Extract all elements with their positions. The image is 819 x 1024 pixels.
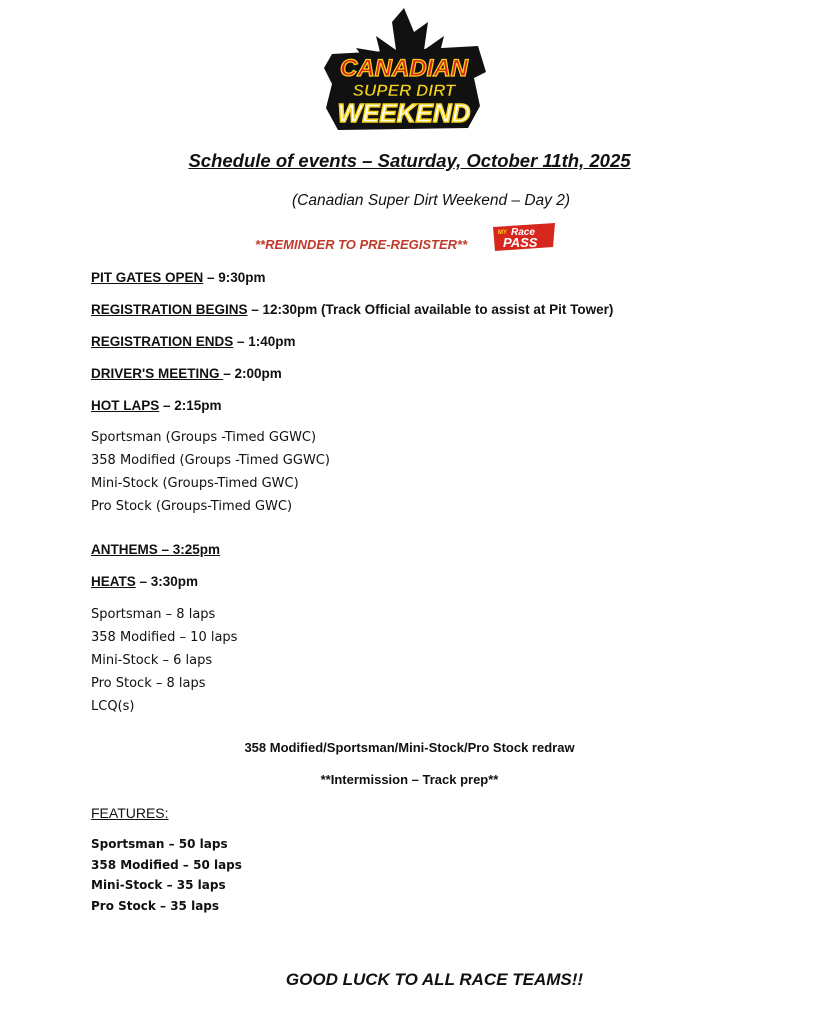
hot-laps-list xyxy=(91,426,330,518)
list-item: Mini-Stock (Groups-Timed GWC) xyxy=(91,476,299,491)
registration-ends: REGISTRATION ENDS – 1:40pm xyxy=(91,334,296,349)
svg-text:PASS: PASS xyxy=(503,235,538,250)
list-item: Mini-Stock – 35 laps xyxy=(91,878,226,892)
canadian-super-dirt-weekend-logo xyxy=(318,6,490,134)
list-item: Pro Stock – 8 laps xyxy=(91,676,206,691)
list-item: LCQ(s) xyxy=(91,699,135,714)
list-item: Sportsman – 50 laps xyxy=(91,837,228,851)
list-item: 358 Modified – 50 laps xyxy=(91,857,242,872)
registration-begins: REGISTRATION BEGINS – 12:30pm (Track Official available to assist at Pit Tower) xyxy=(91,302,614,317)
intermission-note: **Intermission – Track prep** xyxy=(320,772,499,787)
features-heading: FEATURES: xyxy=(91,805,169,821)
anthems: ANTHEMS – 3:25pm xyxy=(91,542,221,557)
subtitle: (Canadian Super Dirt Weekend – Day 2) xyxy=(292,192,570,209)
svg-text:MY: MY xyxy=(498,230,507,236)
heats-list xyxy=(91,603,237,718)
footer-message: GOOD LUCK TO ALL RACE TEAMS!! xyxy=(285,970,584,989)
svg-text:CANADIAN: CANADIAN xyxy=(340,55,468,82)
list-item: Sportsman (Groups -Timed GGWC) xyxy=(91,430,317,445)
page-title: Schedule of events – Saturday, October 11th, 2025 xyxy=(188,150,631,171)
list-item: Mini-Stock – 6 laps xyxy=(91,653,213,668)
svg-text:Race: Race xyxy=(511,227,535,238)
list-item: 358 Modified – 10 laps xyxy=(91,630,238,645)
svg-text:WEEKEND: WEEKEND xyxy=(337,98,471,128)
racepass-logo xyxy=(489,221,559,253)
heats: HEATS – 3:30pm xyxy=(91,574,199,589)
svg-text:SUPER DIRT: SUPER DIRT xyxy=(352,81,456,100)
list-item: Pro Stock (Groups-Timed GWC) xyxy=(91,499,293,514)
pre-register-reminder: **REMINDER TO PRE-REGISTER** xyxy=(255,237,468,252)
pit-gates-open: PIT GATES OPEN – 9:30pm xyxy=(91,270,266,285)
list-item: 358 Modified (Groups -Timed GGWC) xyxy=(91,453,330,468)
hot-laps: HOT LAPS – 2:15pm xyxy=(91,398,222,413)
redraw-note: 358 Modified/Sportsman/Mini-Stock/Pro Stock redraw xyxy=(244,740,575,755)
features-list xyxy=(91,834,242,916)
drivers-meeting: DRIVER'S MEETING – 2:00pm xyxy=(91,366,282,381)
list-item: Pro Stock – 35 laps xyxy=(91,898,220,913)
list-item: Sportsman – 8 laps xyxy=(91,607,216,622)
